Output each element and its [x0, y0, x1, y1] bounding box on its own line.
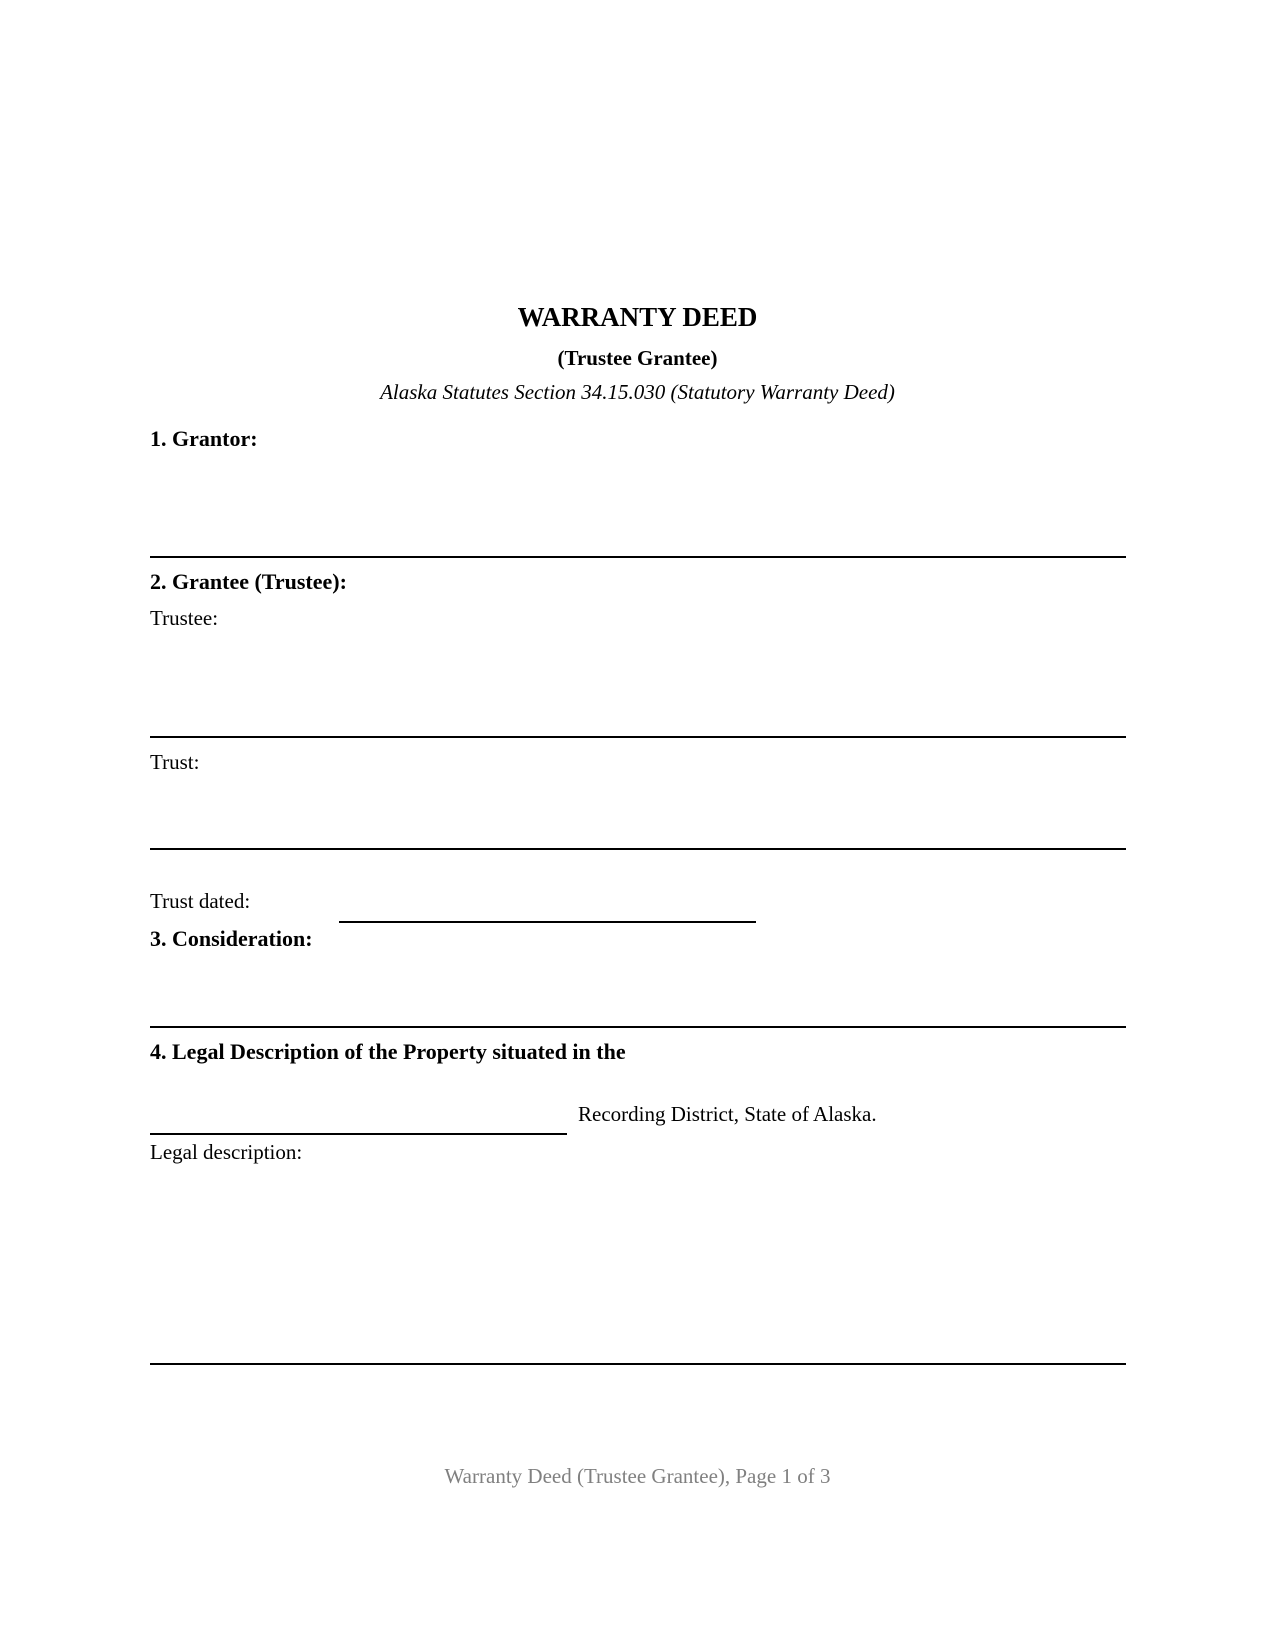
- trust-dated-label: Trust dated:: [150, 889, 251, 913]
- trustee-label: Trustee:: [150, 606, 219, 630]
- legal-description-label: Legal description:: [150, 1140, 303, 1164]
- trustee-blank-line[interactable]: [150, 736, 1126, 738]
- recording-district-blank-line[interactable]: [150, 1133, 567, 1135]
- legal-description-blank-line[interactable]: [150, 1363, 1126, 1365]
- consideration-blank-line[interactable]: [150, 1026, 1126, 1028]
- statute-reference: Alaska Statutes Section 34.15.030 (Statutory Warranty Deed): [380, 380, 895, 404]
- document-subtitle: (Trustee Grantee): [557, 346, 718, 370]
- trust-dated-blank-line[interactable]: [339, 921, 756, 923]
- document-title: WARRANTY DEED: [517, 302, 758, 332]
- trust-blank-line[interactable]: [150, 848, 1126, 850]
- grantor-heading: 1. Grantor:: [150, 426, 258, 451]
- legal-description-heading: 4. Legal Description of the Property situated in the: [150, 1039, 626, 1064]
- trust-label: Trust:: [150, 750, 200, 774]
- page-footer: Warranty Deed (Trustee Grantee), Page 1 of 3: [444, 1464, 831, 1488]
- grantee-heading: 2. Grantee (Trustee):: [150, 569, 347, 594]
- consideration-heading: 3. Consideration:: [150, 926, 313, 951]
- grantor-blank-line[interactable]: [150, 556, 1126, 558]
- recording-district-suffix: Recording District, State of Alaska.: [578, 1102, 877, 1126]
